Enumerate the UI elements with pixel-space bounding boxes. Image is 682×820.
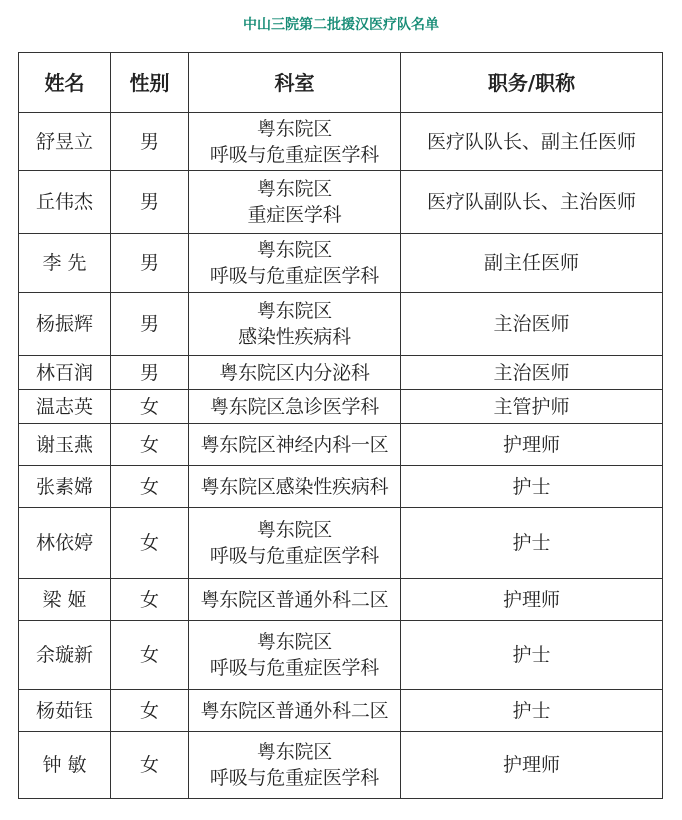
cell-name: 林百润 [19,356,111,390]
cell-name: 钟 敏 [19,732,111,799]
cell-gender: 女 [111,466,189,508]
cell-role: 护士 [401,466,663,508]
cell-role: 护士 [401,621,663,690]
cell-role: 医疗队副队长、主治医师 [401,171,663,234]
dept-line: 粤东院区普通外科二区 [200,699,389,722]
header-role: 职务/职称 [401,53,663,113]
cell-role: 护士 [401,690,663,732]
table-row [19,466,663,508]
dept-line: 粤东院区感染性疾病科 [200,475,389,498]
table-header-row [19,53,663,113]
cell-gender: 女 [111,424,189,466]
dept-line: 粤东院区神经内科一区 [200,433,389,456]
cell-dept [189,424,401,466]
cell-dept [189,356,401,390]
dept-line: 粤东院区 [256,631,333,653]
header-gender: 性别 [111,53,189,113]
cell-name: 余璇新 [19,621,111,690]
cell-dept [189,732,401,799]
cell-dept [189,171,401,234]
dept-line: 粤东院区内分泌科 [219,361,370,384]
cell-dept [189,390,401,424]
table-row [19,508,663,579]
table-row [19,621,663,690]
cell-role: 医疗队队长、副主任医师 [401,113,663,171]
table-row [19,390,663,424]
dept-line: 呼吸与危重症医学科 [209,767,380,789]
dept-line: 粤东院区 [256,519,333,541]
cell-dept [189,466,401,508]
cell-dept [189,293,401,356]
dept-line: 呼吸与危重症医学科 [209,143,380,166]
cell-gender: 男 [111,171,189,234]
dept-line: 呼吸与危重症医学科 [209,265,380,287]
cell-name: 林依婷 [19,508,111,579]
dept-line: 粤东院区 [256,178,333,200]
cell-name: 李 先 [19,234,111,293]
dept-line: 粤东院区 [256,300,333,322]
dept-line: 感染性疾病科 [238,326,351,348]
table-row [19,171,663,234]
table-row [19,690,663,732]
page-title: 中山三院第二批援汉医疗队名单 [243,17,439,33]
roster-body [19,113,663,799]
cell-role: 主治医师 [401,356,663,390]
cell-gender: 男 [111,113,189,171]
table-row [19,424,663,466]
cell-gender: 女 [111,390,189,424]
cell-role: 护理师 [401,732,663,799]
table-row [19,113,663,171]
cell-gender: 女 [111,579,189,621]
cell-dept [189,234,401,293]
dept-line: 粤东院区急诊医学科 [209,395,380,418]
cell-role: 护士 [401,508,663,579]
table-row [19,356,663,390]
cell-name: 杨振辉 [19,293,111,356]
cell-dept [189,621,401,690]
table-row [19,579,663,621]
cell-name: 丘伟杰 [19,171,111,234]
cell-name: 梁 姬 [19,579,111,621]
dept-line: 粤东院区 [256,741,333,763]
cell-dept [189,113,401,171]
cell-dept [189,690,401,732]
cell-gender: 男 [111,356,189,390]
dept-line: 重症医学科 [247,204,342,226]
header-dept: 科室 [189,53,401,113]
cell-dept [189,508,401,579]
table-row [19,293,663,356]
cell-gender: 男 [111,234,189,293]
table-row [19,234,663,293]
dept-line: 呼吸与危重症医学科 [209,657,380,679]
cell-name: 谢玉燕 [19,424,111,466]
cell-role: 护理师 [401,424,663,466]
dept-line: 粤东院区 [256,239,333,261]
dept-line: 呼吸与危重症医学科 [209,545,380,567]
header-name: 姓名 [19,53,111,113]
cell-gender: 男 [111,293,189,356]
roster-table [18,52,663,799]
cell-gender: 女 [111,690,189,732]
cell-name: 温志英 [19,390,111,424]
dept-line: 粤东院区 [256,117,333,140]
cell-name: 舒昱立 [19,113,111,171]
cell-name: 杨茹钰 [19,690,111,732]
cell-name: 张素嫦 [19,466,111,508]
cell-gender: 女 [111,732,189,799]
cell-role: 副主任医师 [401,234,663,293]
cell-gender: 女 [111,508,189,579]
dept-line: 粤东院区普通外科二区 [200,588,389,611]
cell-role: 主治医师 [401,293,663,356]
cell-role: 护理师 [401,579,663,621]
table-row [19,732,663,799]
cell-role: 主管护师 [401,390,663,424]
cell-dept [189,579,401,621]
cell-gender: 女 [111,621,189,690]
